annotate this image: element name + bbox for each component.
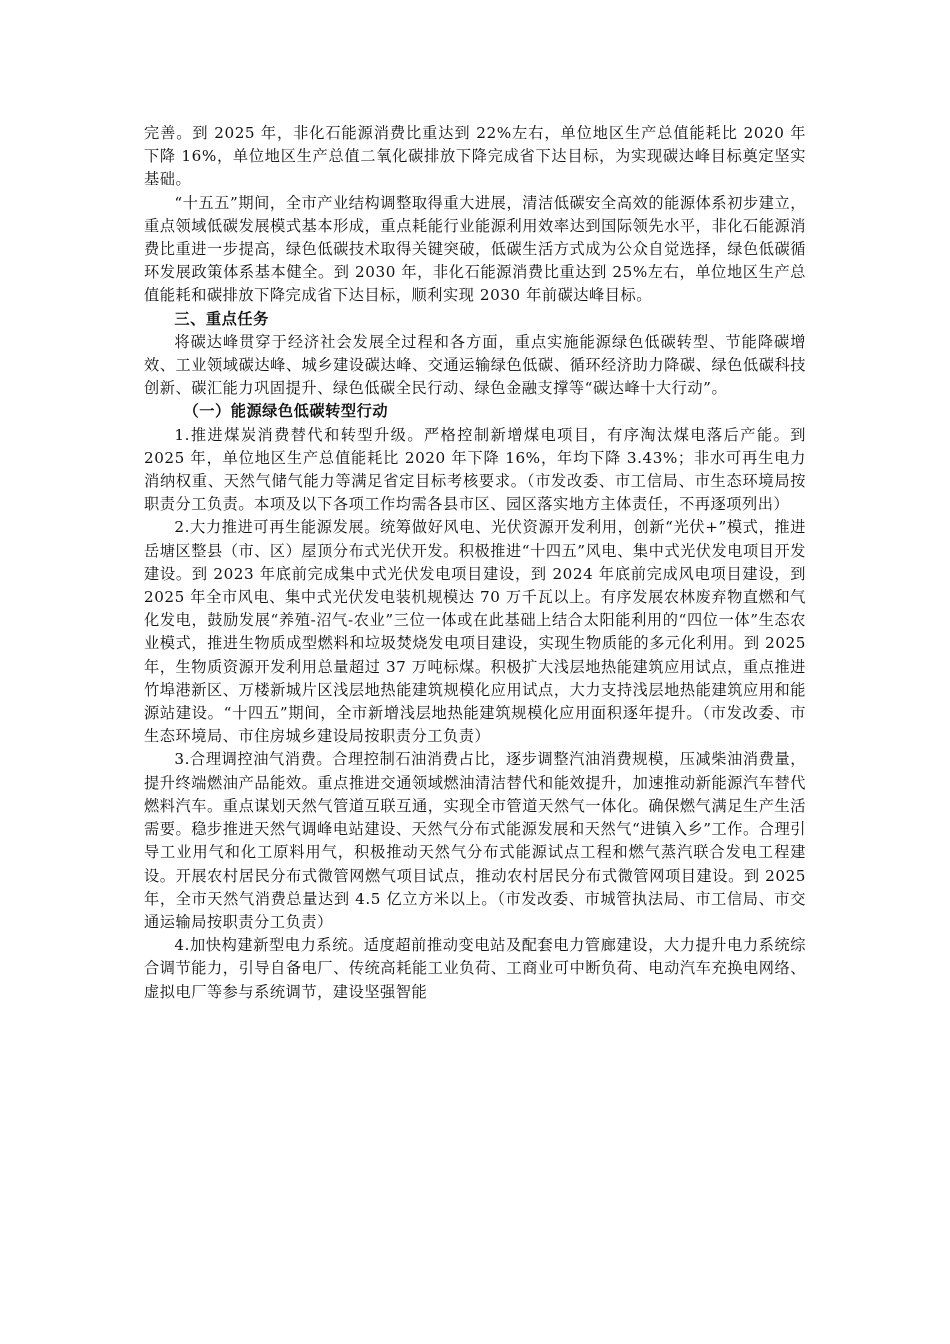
paragraph-2025-targets: 完善。到 2025 年，非化石能源消费比重达到 22%左右，单位地区生产总值能耗比 2020 年下降 16%，单位地区生产总值二氧化碳排放下降完成省下达目标，为实现碳达峰目标奠定坚实基础。: [144, 124, 806, 189]
subsection-heading-energy-transition: （一）能源绿色低碳转型行动: [183, 402, 389, 421]
document-page: [144, 122, 806, 1004]
paragraph-item-1-coal: 1.推进煤炭消费替代和转型升级。严格控制新增煤电项目，有序淘汰煤电落后产能。到 2025 年，单位地区生产总值能耗比 2020 年下降 16%，年均下降 3.43%；非水可再生电力消纳权重、天然气储气能力等满足省定目标考核要求。（市发改委、市工信局、市生态环境局按职责分工负责。本项及以下各项工作均需各县市区、园区落实地方主体责任，不再逐项列出）: [144, 425, 806, 514]
paragraph-item-4-power-system: 4.加快构建新型电力系统。适度超前推动变电站及配套电力管廊建设，大力提升电力系统综合调节能力，引导自备电厂、传统高耗能工业负荷、工商业可中断负荷、电动汽车充换电网络、虚拟电厂等参与系统调节，建设坚强智能: [144, 936, 806, 1001]
paragraph-ten-actions: 将碳达峰贯穿于经济社会发展全过程和各方面，重点实施能源绿色低碳转型、节能降碳增效、工业领域碳达峰、城乡建设碳达峰、交通运输绿色低碳、循环经济助力降碳、绿色低碳科技创新、碳汇能力巩固提升、绿色低碳全民行动、绿色金融支撑等“碳达峰十大行动”。: [144, 332, 806, 398]
paragraph-item-2-renewable: 2.大力推进可再生能源发展。统筹做好风电、光伏资源开发利用，创新“光伏+”模式，推进岳塘区整县（市、区）屋顶分布式光伏开发。积极推进“十四五”风电、集中式光伏发电项目开发建设。到 2023 年底前完成集中式光伏发电项目建设，到 2024 年底前完成风电项目建设，到 2025 年全市风电、集中式光伏发电装机规模达 70 万千瓦以上。有序发展农林废弃物直燃和气化发电，鼓励发展“养殖-沼气-农业”三位一体或在此基础上结合太阳能利用的“四位一体”生态农业模式，推进生物质成型燃料和垃圾焚烧发电项目建设，实现生物质能的多元化利用。到 2025 年，生物质资源开发利用总量超过 37 万吨标煤。积极扩大浅层地热能建筑应用试点，重点推进竹埠港新区、万楼新城片区浅层地热能建筑规模化应用试点，大力支持浅层地热能建筑应用和能源站建设。“十四五”期间，全市新增浅层地热能建筑规模化应用面积逐年提升。（市发改委、市生态环境局、市住房城乡建设局按职责分工负责）: [144, 518, 806, 746]
paragraph-15th-five-year: “十五五”期间，全市产业结构调整取得重大进展，清洁低碳安全高效的能源体系初步建立，重点领域低碳发展模式基本形成，重点耗能行业能源利用效率达到国际领先水平，非化石能源消费比重进一步提高，绿色低碳技术取得关键突破，低碳生活方式成为公众自觉选择，绿色低碳循环发展政策体系基本健全。到 2030 年，非化石能源消费比重达到 25%左右，单位地区生产总值能耗和碳排放下降完成省下达目标，顺利实现 2030 年前碳达峰目标。: [144, 193, 806, 305]
section-heading-key-tasks: 三、重点任务: [174, 309, 269, 328]
paragraph-item-3-oil-gas: 3.合理调控油气消费。合理控制石油消费占比，逐步调整汽油消费规模，压减柴油消费量，提升终端燃油产品能效。重点推进交通领域燃油清洁替代和能效提升，加速推动新能源汽车替代燃料汽车。重点谋划天然气管道互联互通，实现全市管道天然气一体化。确保燃气满足生产生活需要。稳步推进天然气调峰电站建设、天然气分布式能源发展和天然气“进镇入乡”工作。合理引导工业用气和化工原料用气，积极推动天然气分布式能源试点工程和燃气蒸汽联合发电工程建设。开展农村居民分布式微管网燃气项目试点，推动农村居民分布式微管网项目建设。到 2025 年，全市天然气消费总量达到 4.5 亿立方米以上。（市发改委、市城管执法局、市工信局、市交通运输局按职责分工负责）: [144, 750, 806, 931]
